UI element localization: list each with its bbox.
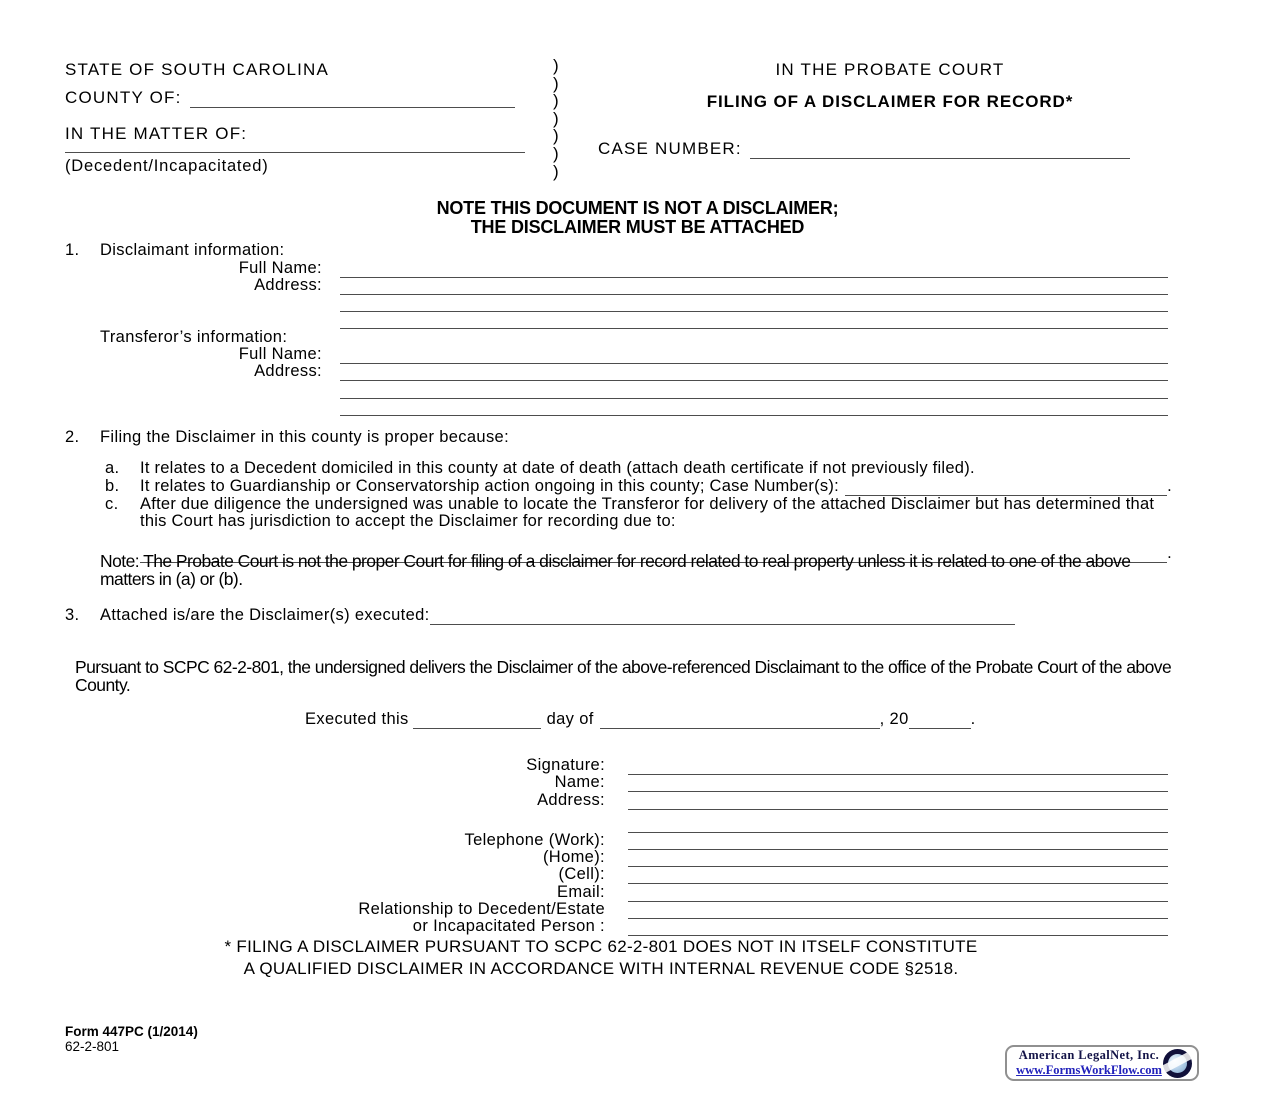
disclaimers-executed-fill[interactable] <box>430 621 1015 625</box>
relationship-label-line1: Relationship to Decedent/Estate <box>358 899 605 918</box>
executed-year-fill[interactable] <box>909 725 971 729</box>
paren-3: ) <box>553 91 559 111</box>
section3-text: Attached is/are the Disclaimer(s) executed: <box>100 606 430 624</box>
transferor-heading: Transferor’s information: <box>100 327 288 346</box>
executed-row <box>305 710 976 729</box>
section-2-heading-row <box>65 428 509 447</box>
transferor-fullname-label: Full Name: <box>238 345 322 364</box>
section-3 <box>65 606 1015 625</box>
executed-prefix: Executed this <box>305 710 409 728</box>
section1-heading: Disclaimant information: <box>100 241 285 260</box>
item-b-period: . <box>1167 476 1172 495</box>
paren-4: ) <box>553 108 559 128</box>
pursuant-paragraph: Pursuant to SCPC 62-2-801, the undersigned delivers the Disclaimer of the above-referenced Disclaimant to the office of the Probate Court of the above County. <box>75 657 1172 695</box>
transferor-address-label: Address: <box>254 362 322 381</box>
vendor-name: American LegalNet, Inc. <box>1018 1048 1160 1062</box>
phone-cell-fill[interactable] <box>628 880 1168 884</box>
footnote-line2: A QUALIFIED DISCLAIMER IN ACCORDANCE WITH INTERNAL REVENUE CODE §2518. <box>243 959 959 978</box>
paren-5: ) <box>553 126 559 146</box>
paren-divider <box>553 57 559 180</box>
transferor-fullname-fill[interactable] <box>340 360 1168 364</box>
vendor-badge <box>1005 1045 1199 1081</box>
email-label: Email: <box>557 882 605 901</box>
item-a-text: It relates to a Decedent domiciled in this county at date of death (attach death certificate if not previously filed). <box>140 459 975 478</box>
phone-work-fill[interactable] <box>628 846 1168 850</box>
signature-fill[interactable] <box>628 771 1168 775</box>
item-c-letter: c. <box>105 494 119 513</box>
transferor-address-fill-2[interactable] <box>340 395 1168 399</box>
form-title: FILING OF A DISCLAIMER FOR RECORD* <box>706 92 1074 111</box>
notice-line1: NOTE THIS DOCUMENT IS NOT A DISCLAIMER; <box>436 198 839 218</box>
paren-7: ) <box>553 161 559 181</box>
address-label: Address: <box>537 790 605 809</box>
executed-dayof: day of <box>546 710 594 728</box>
phone-home-label: (Home): <box>542 848 605 867</box>
county-row <box>65 88 515 108</box>
item-a-letter: a. <box>105 459 120 478</box>
case-number-fill-line[interactable] <box>750 155 1130 159</box>
relationship-fill[interactable] <box>628 915 1168 919</box>
section2-heading: Filing the Disclaimer in this county is proper because: <box>100 428 510 446</box>
name-label: Name: <box>554 773 605 792</box>
state-caption: STATE OF SOUTH CAROLINA <box>65 60 330 79</box>
address-fill[interactable] <box>628 806 1168 810</box>
executed-year-prefix: , 20 <box>879 710 909 728</box>
form-number: Form 447PC (1/2014) <box>65 1024 198 1039</box>
signature-block <box>280 758 1168 936</box>
item-c-text: After due diligence the undersigned was unable to locate the Transferor for delivery of the attached Disclaimer but has determined that this Court has jurisdiction to accept the Disclaimer for recording due to: <box>140 494 1155 530</box>
transferor-address-fill[interactable] <box>340 377 1168 381</box>
phone-cell-label: (Cell): <box>558 865 605 884</box>
disclaimant-address-fill[interactable] <box>340 291 1168 295</box>
email-fill[interactable] <box>628 898 1168 902</box>
disclaimant-address-label: Address: <box>254 275 322 294</box>
case-number-row <box>598 139 1130 159</box>
notice-line2: THE DISCLAIMER MUST BE ATTACHED <box>470 217 805 237</box>
paren-1: ) <box>553 56 559 75</box>
item-c-period: . <box>1167 544 1172 563</box>
decedent-caption: (Decedent/Incapacitated) <box>65 157 269 175</box>
section3-number: 3. <box>65 606 80 624</box>
phone-home-fill[interactable] <box>628 863 1168 867</box>
paren-6: ) <box>553 143 559 163</box>
section2-number: 2. <box>65 428 80 446</box>
case-number-label: CASE NUMBER: <box>598 139 742 158</box>
vendor-url-link[interactable]: www.FormsWorkFlow.com <box>1016 1063 1162 1077</box>
disclaimant-fullname-label: Full Name: <box>238 258 322 277</box>
matter-label: IN THE MATTER OF: <box>65 124 248 143</box>
county-label: COUNTY OF: <box>65 88 182 107</box>
executed-period: . <box>970 710 976 728</box>
paren-2: ) <box>553 73 559 93</box>
executed-day-fill[interactable] <box>413 725 541 729</box>
section-2-items <box>105 461 1172 563</box>
section2-note: Note: The Probate Court is not the proper Court for filing of a disclaimer for record related to real property unless it is related to one of the above matters in (a) or (b). <box>100 551 1131 589</box>
notice-heading <box>0 199 1275 237</box>
disclaimant-fullname-fill[interactable] <box>340 274 1168 278</box>
signature-label: Signature: <box>526 756 605 775</box>
statute-number: 62-2-801 <box>65 1039 120 1054</box>
disclaimant-address-fill-3[interactable] <box>340 325 1168 329</box>
footnote <box>0 936 1202 980</box>
phone-work-label: Telephone (Work): <box>464 830 605 849</box>
item-b-text: It relates to Guardianship or Conservatorship action ongoing in this county; Case Number(s): <box>140 476 839 495</box>
name-fill[interactable] <box>628 788 1168 792</box>
court-caption: IN THE PROBATE COURT <box>775 60 1005 79</box>
form-footer <box>65 1024 198 1054</box>
footnote-line1: * FILING A DISCLAIMER PURSUANT TO SCPC 62-2-801 DOES NOT IN ITSELF CONSTITUTE <box>224 937 978 956</box>
item-b-letter: b. <box>105 476 120 495</box>
county-fill-line[interactable] <box>190 104 515 108</box>
address-fill-2[interactable] <box>628 829 1168 833</box>
executed-month-fill[interactable] <box>600 725 880 729</box>
transferor-address-fill-3[interactable] <box>340 412 1168 416</box>
section1-number: 1. <box>65 241 80 260</box>
section-1 <box>65 243 1168 416</box>
matter-fill-line[interactable] <box>65 149 525 153</box>
disclaimant-address-fill-2[interactable] <box>340 308 1168 312</box>
relationship-label-line2: or Incapacitated Person : <box>412 916 605 935</box>
globe-icon <box>1163 1049 1192 1078</box>
